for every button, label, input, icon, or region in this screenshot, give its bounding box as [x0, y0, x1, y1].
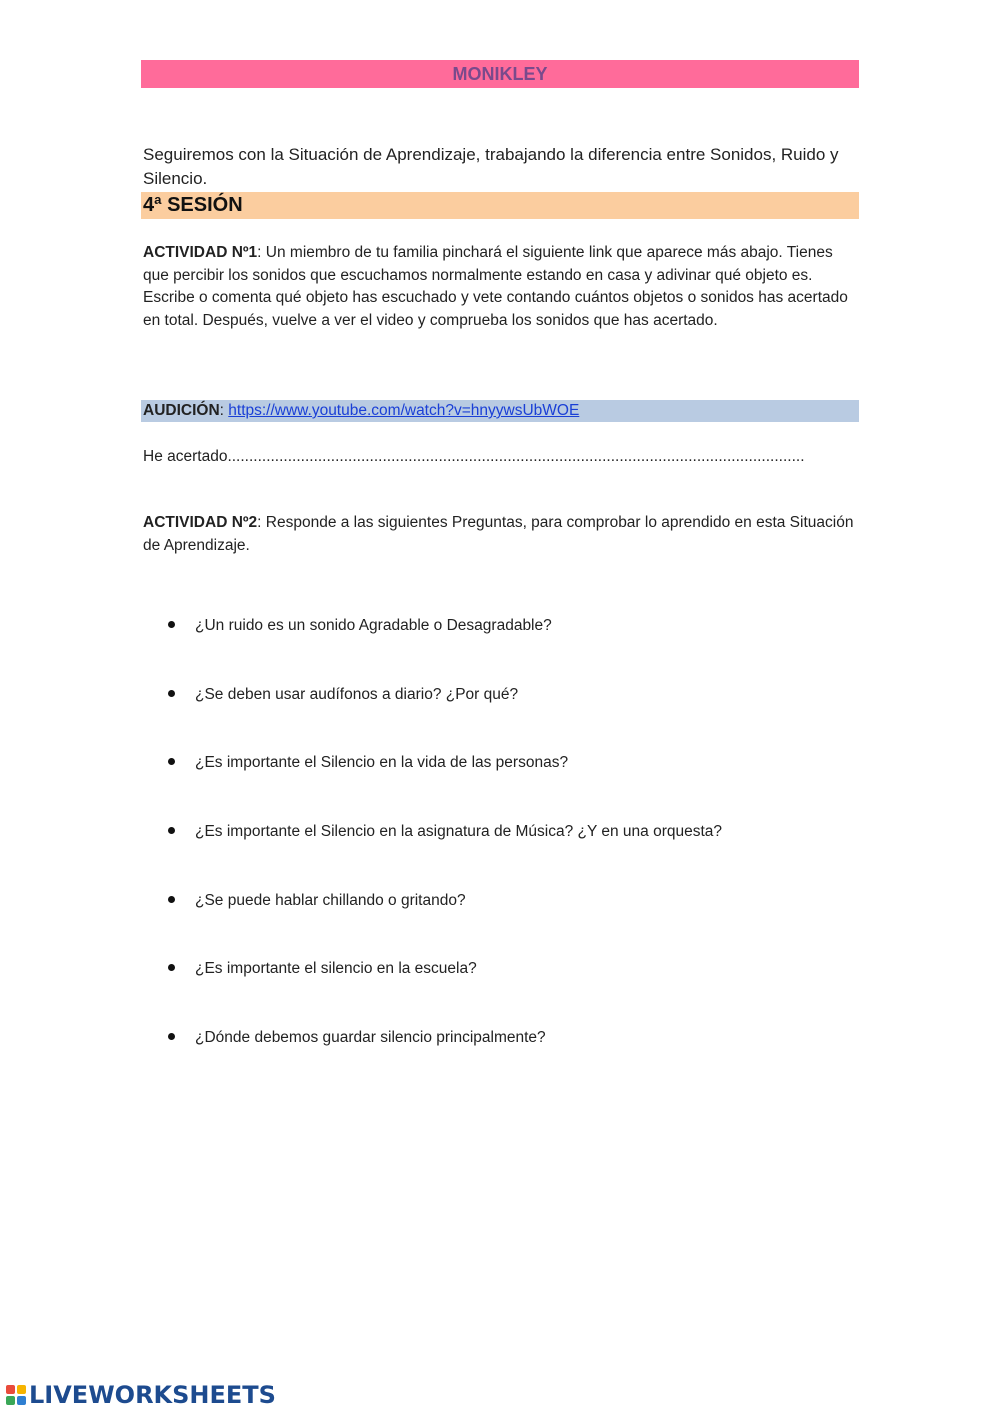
logo-text: LIVEWORKSHEETS [29, 1381, 276, 1409]
session-title: 4ª SESIÓN [143, 194, 243, 216]
question-item [165, 958, 477, 980]
worksheet-title: MONIKLEY [452, 64, 548, 84]
header-bar [141, 60, 859, 88]
activity-2-paragraph [143, 512, 858, 557]
activity-1-text: : Un miembro de tu familia pinchará el siguiente link que aparece más abajo. Tienes que percibir los sonidos que escuchamos normalmente estando en casa y adivinar qué objeto es. Escribe o comenta qué objeto has escuchado y vete contando cuántos objetos o sonidos has acertado en total. Después, vuelve a ver el video y comprueba los sonidos que has acertado. [143, 244, 848, 329]
question-text: ¿Es importante el Silencio en la vida de las personas? [195, 754, 569, 771]
activity-1-label: ACTIVIDAD Nº1 [143, 244, 258, 261]
question-text: ¿Es importante el Silencio en la asignatura de Música? ¿Y en una orquesta? [195, 823, 723, 840]
question-item [165, 684, 518, 706]
liveworksheets-logo [6, 1381, 276, 1409]
question-item [165, 821, 722, 843]
audio-bar [141, 400, 859, 422]
activity-2-text: : Responde a las siguientes Preguntas, para comprobar lo aprendido en esta Situación de Aprendizaje. [143, 514, 854, 554]
question-item [165, 1027, 546, 1049]
bullet-icon [168, 827, 175, 834]
bullet-icon [168, 690, 175, 697]
audio-separator: : [219, 402, 229, 419]
guessed-answer-line[interactable]: He acertado...................................................................................................................................... [143, 448, 805, 465]
bullet-icon [168, 621, 175, 628]
activity-1-paragraph [143, 242, 858, 332]
question-text: ¿Es importante el silencio en la escuela? [195, 960, 477, 977]
activity-2-label: ACTIVIDAD Nº2 [143, 514, 258, 531]
intro-paragraph: Seguiremos con la Situación de Aprendizaje, trabajando la diferencia entre Sonidos, Ruido y Silencio. [143, 145, 839, 188]
question-text: ¿Dónde debemos guardar silencio principalmente? [195, 1029, 546, 1046]
bullet-icon [168, 758, 175, 765]
bullet-icon [168, 896, 175, 903]
question-text: ¿Se deben usar audífonos a diario? ¿Por qué? [195, 686, 519, 703]
question-item [165, 752, 568, 774]
bullet-icon [168, 1033, 175, 1040]
question-item [165, 615, 552, 637]
audio-label: AUDICIÓN [143, 402, 220, 419]
question-text: ¿Se puede hablar chillando o gritando? [195, 892, 466, 909]
liveworksheets-blocks-icon [6, 1385, 26, 1405]
bullet-icon [168, 964, 175, 971]
question-item [165, 890, 466, 912]
session-bar [141, 192, 859, 219]
question-text: ¿Un ruido es un sonido Agradable o Desagradable? [195, 617, 552, 634]
youtube-link[interactable]: https://www.youtube.com/watch?v=hnyywsUbWOE [228, 402, 580, 419]
